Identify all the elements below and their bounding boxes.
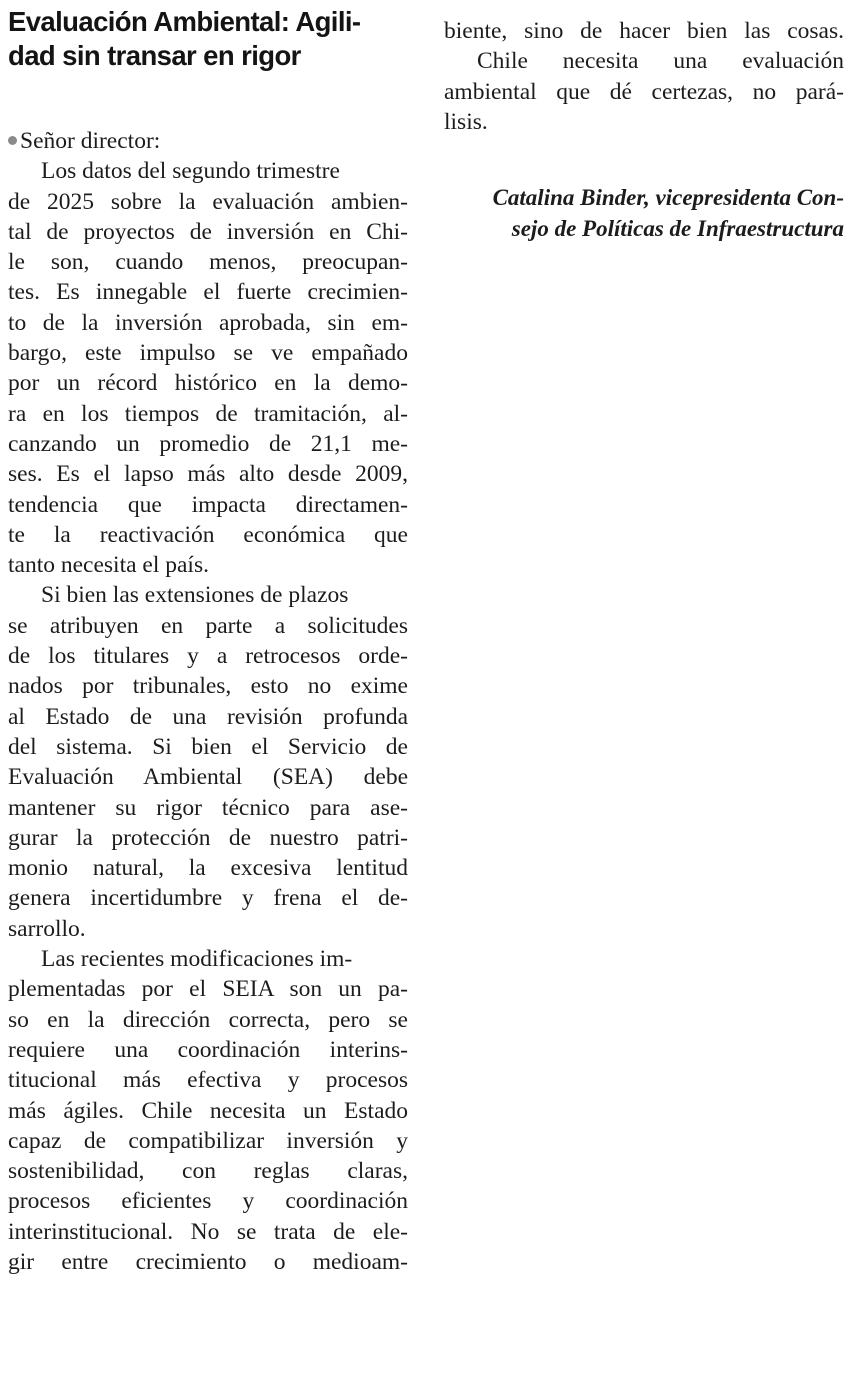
text-line: Las recientes modificaciones im-	[41, 946, 353, 973]
text-line: titucional más efectiva y procesos	[8, 1067, 408, 1094]
text-line: requiere una coordinación interins-	[8, 1036, 408, 1063]
text-line: de los titulares y a retrocesos orde-	[8, 643, 408, 670]
text-line: tanto necesita el país.	[8, 552, 209, 579]
text-line: lisis.	[444, 108, 488, 135]
text-line: más ágiles. Chile necesita un Estado	[8, 1097, 408, 1124]
text-line: gurar la protección de nuestro patri-	[8, 824, 408, 851]
text-line: Si bien las extensiones de plazos	[41, 582, 349, 609]
signature-line-1: Catalina Binder, vicepresidenta Con-	[492, 185, 844, 211]
text-line: biente, sino de hacer bien las cosas.	[444, 18, 844, 44]
text-line: de 2025 sobre la evaluación ambien-	[8, 188, 408, 215]
text-line: interinstitucional. No se trata de ele-	[8, 1218, 408, 1245]
headline-line-2: dad sin transar en rigor	[8, 40, 301, 71]
left-column	[8, 0, 408, 1277]
signature	[444, 183, 844, 244]
text-line: Chile necesita una evaluación	[477, 48, 844, 75]
text-line: Evaluación Ambiental (SEA) debe	[8, 764, 408, 791]
text-line: plementadas por el SEIA son un pa-	[8, 976, 408, 1003]
text-line: monio natural, la excesiva lentitud	[8, 855, 408, 882]
text-line: ra en los tiempos de tramitación, al-	[8, 400, 408, 427]
text-line: por un récord histórico en la demo-	[8, 370, 408, 397]
salutation	[8, 126, 408, 156]
text-line: te la reactivación económica que	[8, 521, 408, 548]
text-line: nados por tribunales, esto no exime	[8, 673, 408, 700]
text-line: mantener su rigor técnico para ase-	[8, 794, 408, 821]
letter-body-continued	[444, 16, 844, 137]
text-line: tal de proyectos de inversión en Chi-	[8, 218, 408, 245]
text-line: capaz de compatibilizar inversión y	[8, 1127, 408, 1154]
text-line: tes. Es innegable el fuerte crecimien-	[8, 279, 408, 306]
text-line: se atribuyen en parte a solicitudes	[8, 612, 408, 639]
text-line: genera incertidumbre y frena el de-	[8, 885, 408, 912]
bullet-icon	[8, 136, 17, 145]
text-line: gir entre crecimiento o medioam-	[8, 1248, 408, 1275]
signature-line-2: sejo de Políticas de Infraestructura	[511, 215, 844, 241]
headline-line-1: Evaluación Ambiental: Agili-	[8, 6, 361, 37]
text-line: ambiental que dé certezas, no pará-	[444, 78, 844, 105]
text-line: bargo, este impulso se ve empañado	[8, 340, 408, 367]
text-line: procesos eficientes y coordinación	[8, 1188, 408, 1215]
text-line: al Estado de una revisión profunda	[8, 703, 408, 730]
text-line: to de la inversión aprobada, sin em-	[8, 309, 408, 336]
letter-body	[8, 126, 408, 1277]
salutation-text: Señor director:	[20, 128, 161, 154]
text-line: tendencia que impacta directamen-	[8, 491, 408, 518]
text-line: del sistema. Si bien el Servicio de	[8, 733, 408, 760]
text-line: so en la dirección correcta, pero se	[8, 1006, 408, 1033]
text-line: Los datos del segundo trimestre	[41, 158, 340, 185]
text-line: sarrollo.	[8, 915, 86, 942]
right-column	[444, 0, 844, 244]
text-line: sostenibilidad, con reglas claras,	[8, 1158, 408, 1185]
text-line: ses. Es el lapso más alto desde 2009,	[8, 461, 408, 488]
text-line: le son, cuando menos, preocupan-	[8, 249, 408, 276]
headline	[8, 5, 408, 73]
text-line: canzando un promedio de 21,1 me-	[8, 430, 408, 457]
